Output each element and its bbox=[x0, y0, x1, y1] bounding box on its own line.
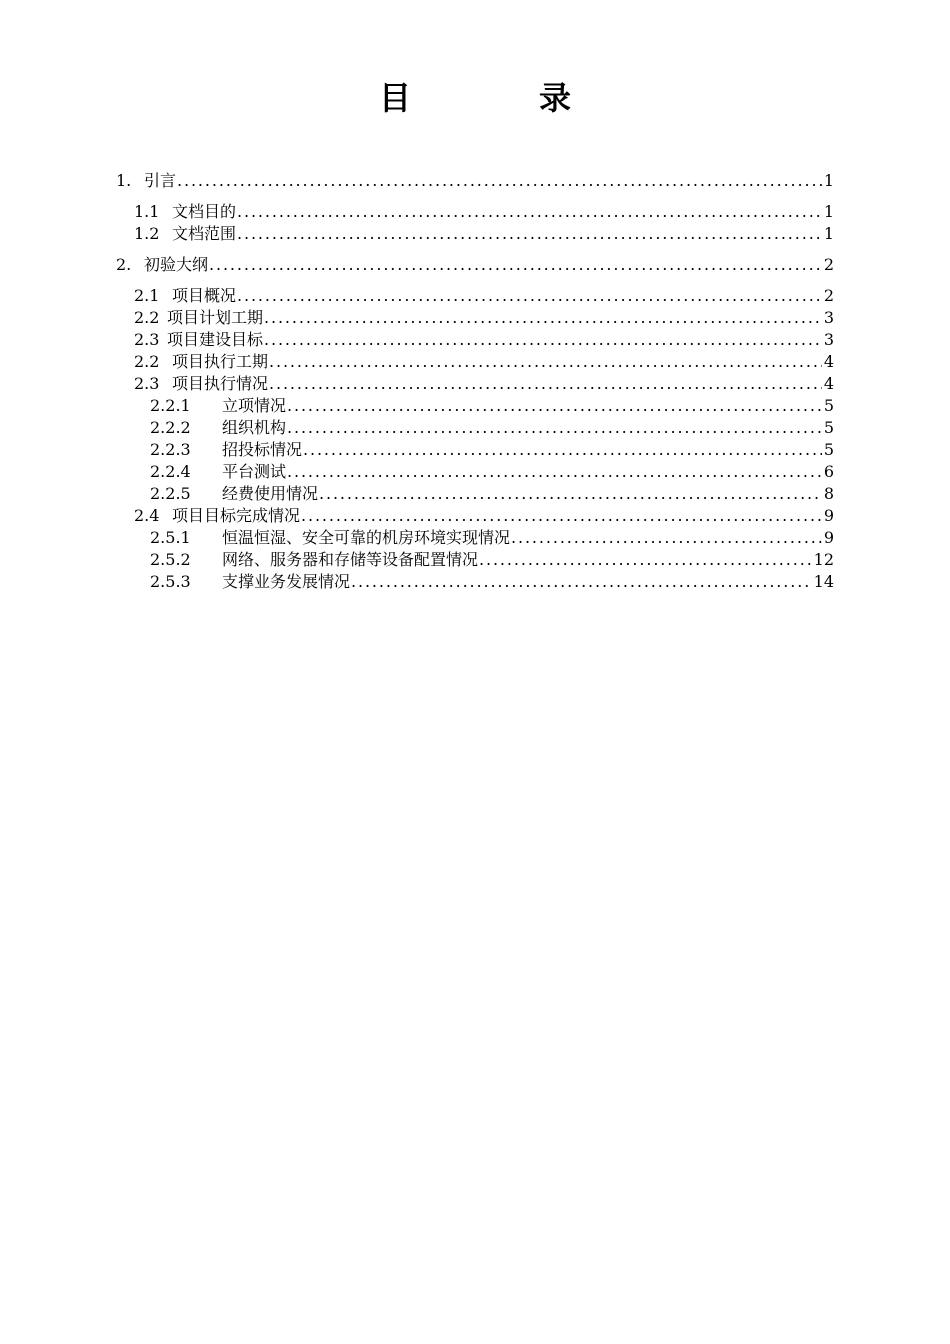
toc-entry[interactable] bbox=[116, 254, 834, 276]
toc-entry-label: 项目执行情况 bbox=[172, 374, 269, 393]
toc-leader-dots bbox=[269, 373, 822, 395]
toc-entry[interactable] bbox=[150, 483, 834, 505]
toc-entry-number: 1. bbox=[116, 171, 132, 190]
toc-entry-number: 2.2 bbox=[134, 308, 160, 327]
toc-entry-page: 9 bbox=[823, 528, 834, 547]
toc-entry-label: 恒温恒湿、安全可靠的机房环境实现情况 bbox=[222, 528, 511, 547]
toc-leader-dots bbox=[264, 329, 822, 351]
toc-leader-dots bbox=[287, 395, 822, 417]
toc-leader-dots bbox=[237, 201, 822, 223]
toc-leader-dots bbox=[479, 549, 812, 571]
toc-entry[interactable] bbox=[150, 417, 834, 439]
toc-entry[interactable] bbox=[134, 285, 834, 307]
toc-entry-label: 平台测试 bbox=[222, 462, 287, 481]
toc-entry-page: 14 bbox=[813, 572, 834, 591]
toc-entry[interactable] bbox=[150, 461, 834, 483]
toc-entry-label: 项目计划工期 bbox=[167, 308, 264, 327]
toc-entry-number: 2.2.5 bbox=[150, 484, 191, 503]
toc-leader-dots bbox=[209, 254, 822, 276]
toc-leader-dots bbox=[511, 527, 822, 549]
toc-entry-page: 2 bbox=[823, 255, 834, 274]
toc-entry-label: 引言 bbox=[144, 171, 177, 190]
toc-entry-number: 2.5.1 bbox=[150, 528, 191, 547]
toc-entry-label: 经费使用情况 bbox=[222, 484, 319, 503]
toc-entry-label: 组织机构 bbox=[222, 418, 287, 437]
toc-leader-dots bbox=[301, 505, 822, 527]
toc-leader-dots bbox=[303, 439, 822, 461]
toc-entry-number: 2. bbox=[116, 255, 132, 274]
toc-leader-dots bbox=[269, 351, 822, 373]
toc-entry-page: 3 bbox=[823, 308, 834, 327]
toc-entry[interactable] bbox=[150, 571, 834, 593]
toc-entry-label: 项目概况 bbox=[172, 286, 237, 305]
toc-entry[interactable] bbox=[116, 170, 834, 192]
toc-entry-label: 立项情况 bbox=[222, 396, 287, 415]
toc-entry-number: 2.5.2 bbox=[150, 550, 191, 569]
toc-entry-page: 4 bbox=[823, 352, 834, 371]
toc-entry-number: 2.1 bbox=[134, 286, 160, 305]
toc-entry-page: 8 bbox=[823, 484, 834, 503]
toc-entry[interactable] bbox=[134, 223, 834, 245]
toc-leader-dots bbox=[237, 285, 822, 307]
toc-entry[interactable] bbox=[134, 351, 834, 373]
toc-leader-dots bbox=[287, 417, 822, 439]
toc-entry-label: 文档范围 bbox=[172, 224, 237, 243]
toc-entry-page: 3 bbox=[823, 330, 834, 349]
toc-entry[interactable] bbox=[150, 395, 834, 417]
toc-entry-page: 9 bbox=[823, 506, 834, 525]
toc-entry-page: 12 bbox=[813, 550, 834, 569]
toc-entry[interactable] bbox=[134, 201, 834, 223]
toc-entry-page: 1 bbox=[823, 171, 834, 190]
toc-leader-dots bbox=[264, 307, 822, 329]
toc-entry-number: 2.2 bbox=[134, 352, 160, 371]
toc-entry-number: 2.2.4 bbox=[150, 462, 191, 481]
toc-entry-number: 2.3 bbox=[134, 330, 160, 349]
toc-entry-page: 6 bbox=[823, 462, 834, 481]
toc-entry-page: 5 bbox=[823, 440, 834, 459]
toc-entry-number: 2.2.1 bbox=[150, 396, 191, 415]
toc-entry-label: 文档目的 bbox=[172, 202, 237, 221]
toc-leader-dots bbox=[319, 483, 822, 505]
toc-entry-label: 项目执行工期 bbox=[172, 352, 269, 371]
toc-entry-number: 2.2.2 bbox=[150, 418, 191, 437]
toc-leader-dots bbox=[237, 223, 822, 245]
toc-entry[interactable] bbox=[134, 373, 834, 395]
toc-entry-label: 项目目标完成情况 bbox=[172, 506, 301, 525]
toc-leader-dots bbox=[351, 571, 812, 593]
toc-entry-number: 2.4 bbox=[134, 506, 160, 525]
toc-leader-dots bbox=[287, 461, 822, 483]
toc-entry[interactable] bbox=[150, 439, 834, 461]
toc-entry[interactable] bbox=[134, 505, 834, 527]
toc-entry-number: 2.3 bbox=[134, 374, 160, 393]
toc-entry-page: 4 bbox=[823, 374, 834, 393]
toc-entry-page: 5 bbox=[823, 396, 834, 415]
toc-entry-label: 项目建设目标 bbox=[167, 330, 264, 349]
toc-entry-label: 网络、服务器和存储等设备配置情况 bbox=[222, 550, 479, 569]
toc-entry-page: 2 bbox=[823, 286, 834, 305]
toc-entry-label: 招投标情况 bbox=[222, 440, 303, 459]
toc-title: 目 录 bbox=[378, 79, 619, 117]
toc-entry-label: 初验大纲 bbox=[144, 255, 209, 274]
toc-entry-number: 2.2.3 bbox=[150, 440, 191, 459]
toc-leader-dots bbox=[177, 170, 822, 192]
toc-entry-number: 1.2 bbox=[134, 224, 160, 243]
toc-entry-page: 1 bbox=[823, 202, 834, 221]
toc-entry-label: 支撑业务发展情况 bbox=[222, 572, 351, 591]
toc-entry-number: 1.1 bbox=[134, 202, 160, 221]
toc-entry-page: 1 bbox=[823, 224, 834, 243]
toc-entry[interactable] bbox=[134, 307, 834, 329]
toc-entry[interactable] bbox=[150, 549, 834, 571]
toc-entry[interactable] bbox=[134, 329, 834, 351]
toc-entry-page: 5 bbox=[823, 418, 834, 437]
toc-entry-number: 2.5.3 bbox=[150, 572, 191, 591]
toc-entry[interactable] bbox=[150, 527, 834, 549]
